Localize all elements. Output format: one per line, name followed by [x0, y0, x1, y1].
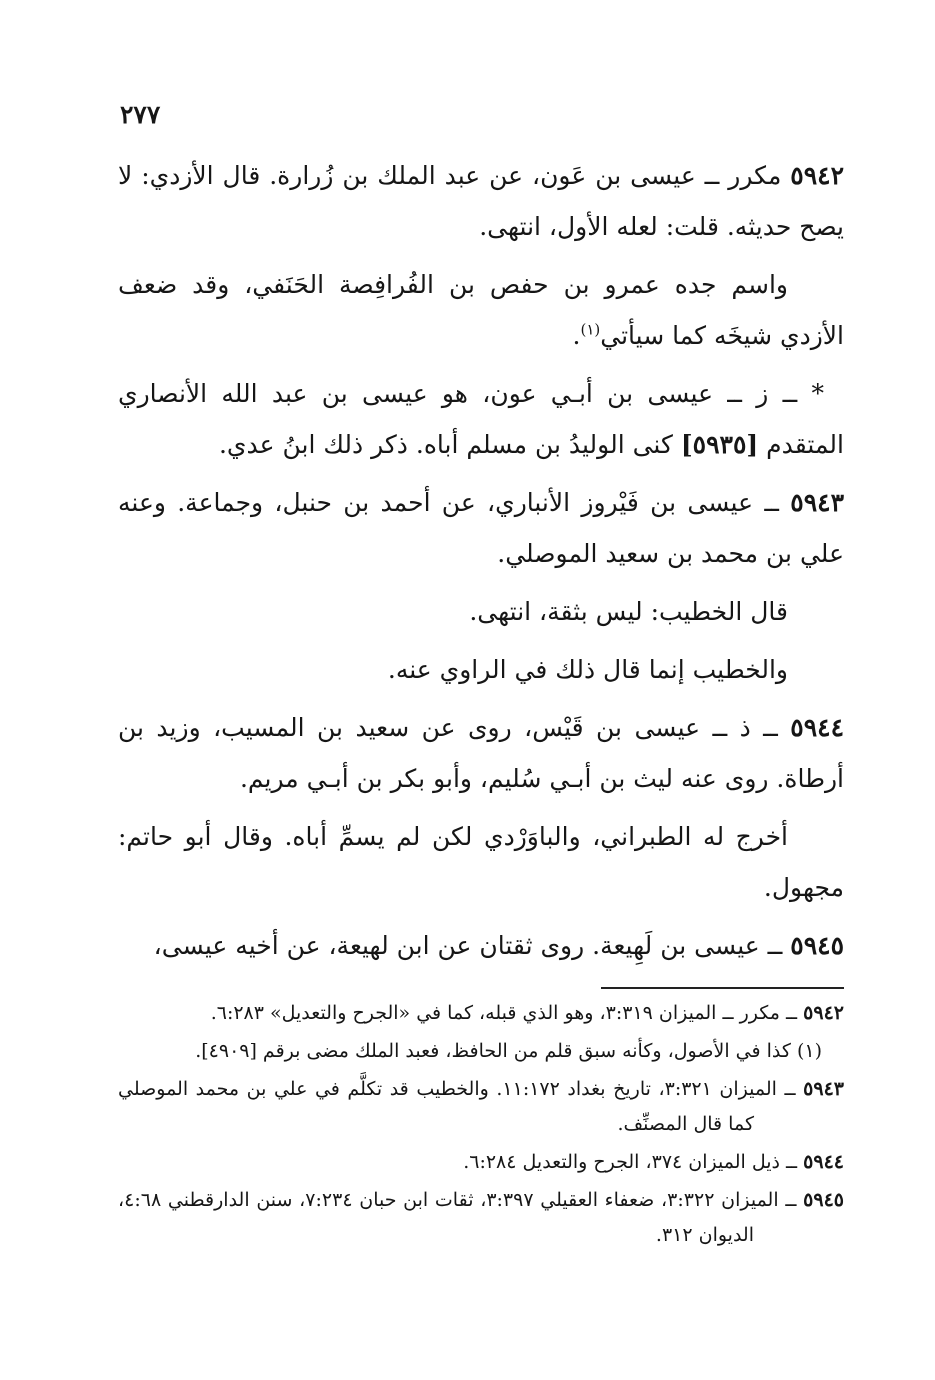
entry-5942-paragraph	[118, 259, 844, 361]
footnote-divider	[601, 987, 844, 989]
entry-number: ٥٩٤٢	[790, 161, 844, 190]
footnote-text: ــ مكرر ــ الميزان ٣:٣١٩، وهو الذي قبله، كما في «الجرح والتعديل» ٦:٢٨٣.	[210, 1002, 804, 1024]
entry-5942	[118, 150, 844, 252]
paragraph-text: واسم جده عمرو بن حفص بن الفُرافِصة الحَنَفي، وقد ضعف الأزدي شيخَه كما سيأتي	[118, 270, 844, 350]
entry-text: * ــ ز ــ عيسى بن أبـي عون، هو عيسى بن عبد الله الأنصاري المتقدم	[118, 379, 844, 459]
entry-5943-paragraph: قال الخطيب: ليس بثقة، انتهى.	[469, 597, 788, 626]
entry-star	[118, 368, 844, 470]
footnote-1: (١) كذا في الأصول، وكأنه سبق قلم من الحافظ، فعبد الملك مضى برقم [٤٩٠٩].	[195, 1040, 822, 1062]
entry-5943-paragraph: والخطيب إنما قال ذلك في الراوي عنه.	[387, 655, 788, 684]
footnote-reference: (١)	[580, 320, 601, 339]
footnote-text: ــ الميزان ٣:٣٢١، تاريخ بغداد ١١:١٧٢. والخطيب قد تكلَّم في علي بن محمد الموصلي كما قال المصنِّف.	[118, 1078, 804, 1135]
footnote-number: ٥٩٤٢	[803, 1002, 844, 1024]
footnote-5942	[118, 996, 844, 1031]
entry-number: ٥٩٤٣	[790, 488, 844, 517]
entry-text-end: كنى الوليدُ بن مسلم أباه. ذكر ذلك ابنُ عدي.	[218, 430, 681, 459]
entry-number: ٥٩٤٥	[790, 931, 844, 960]
entry-text: ــ عيسى بن لَهِيعة. روى ثقتان عن ابن لهيعة، عن أخيه عيسى،	[153, 931, 791, 960]
entry-5945	[118, 920, 844, 971]
cross-reference: [٥٩٣٥]	[680, 430, 759, 459]
entry-number: ٥٩٤٤	[790, 713, 844, 742]
paragraph-text-end: .	[572, 321, 581, 350]
page-number: ٢٧٧	[120, 100, 161, 129]
footnote-5943	[118, 1072, 844, 1142]
entry-text: ــ عيسى بن فَيْروز الأنباري، عن أحمد بن حنبل، وجماعة. وعنه علي بن محمد بن سعيد الموصلي.	[118, 488, 844, 568]
footnote-number: ٥٩٤٤	[803, 1151, 844, 1173]
entry-5943	[118, 477, 844, 579]
footnote-5945	[118, 1183, 844, 1253]
footnote-number: ٥٩٤٥	[803, 1189, 844, 1211]
entry-text: مكرر ــ عيسى بن عَون، عن عبد الملك بن زُرارة. قال الأزدي: لا يصح حديثه. قلت: لعله الأول، انتهى.	[118, 161, 844, 241]
entry-5944	[118, 702, 844, 804]
footnote-5944	[118, 1145, 844, 1180]
footnote-text: ــ ذيل الميزان ٣٧٤، الجرح والتعديل ٦:٢٨٤.	[463, 1151, 804, 1173]
entry-5944-paragraph: أخرج له الطبراني، والباوَرْدي لكن لم يسمِّ أباه. وقال أبو حاتم: مجهول.	[118, 822, 844, 902]
entry-text: ــ ذ ــ عيسى بن قَيْس، روى عن سعيد بن المسيب، وزيد بن أرطاة. روى عنه ليث بن أبـي سُليم، وأبو بكر بن أبـي مريم.	[118, 713, 844, 793]
footnote-number: ٥٩٤٣	[803, 1078, 844, 1100]
footnote-text: ــ الميزان ٣:٣٢٢، ضعفاء العقيلي ٣:٣٩٧، ثقات ابن حبان ٧:٢٣٤، سنن الدارقطني ٤:٦٨، الديوان ٣١٢.	[118, 1189, 804, 1246]
main-text	[118, 150, 844, 978]
footnotes	[118, 996, 844, 1256]
